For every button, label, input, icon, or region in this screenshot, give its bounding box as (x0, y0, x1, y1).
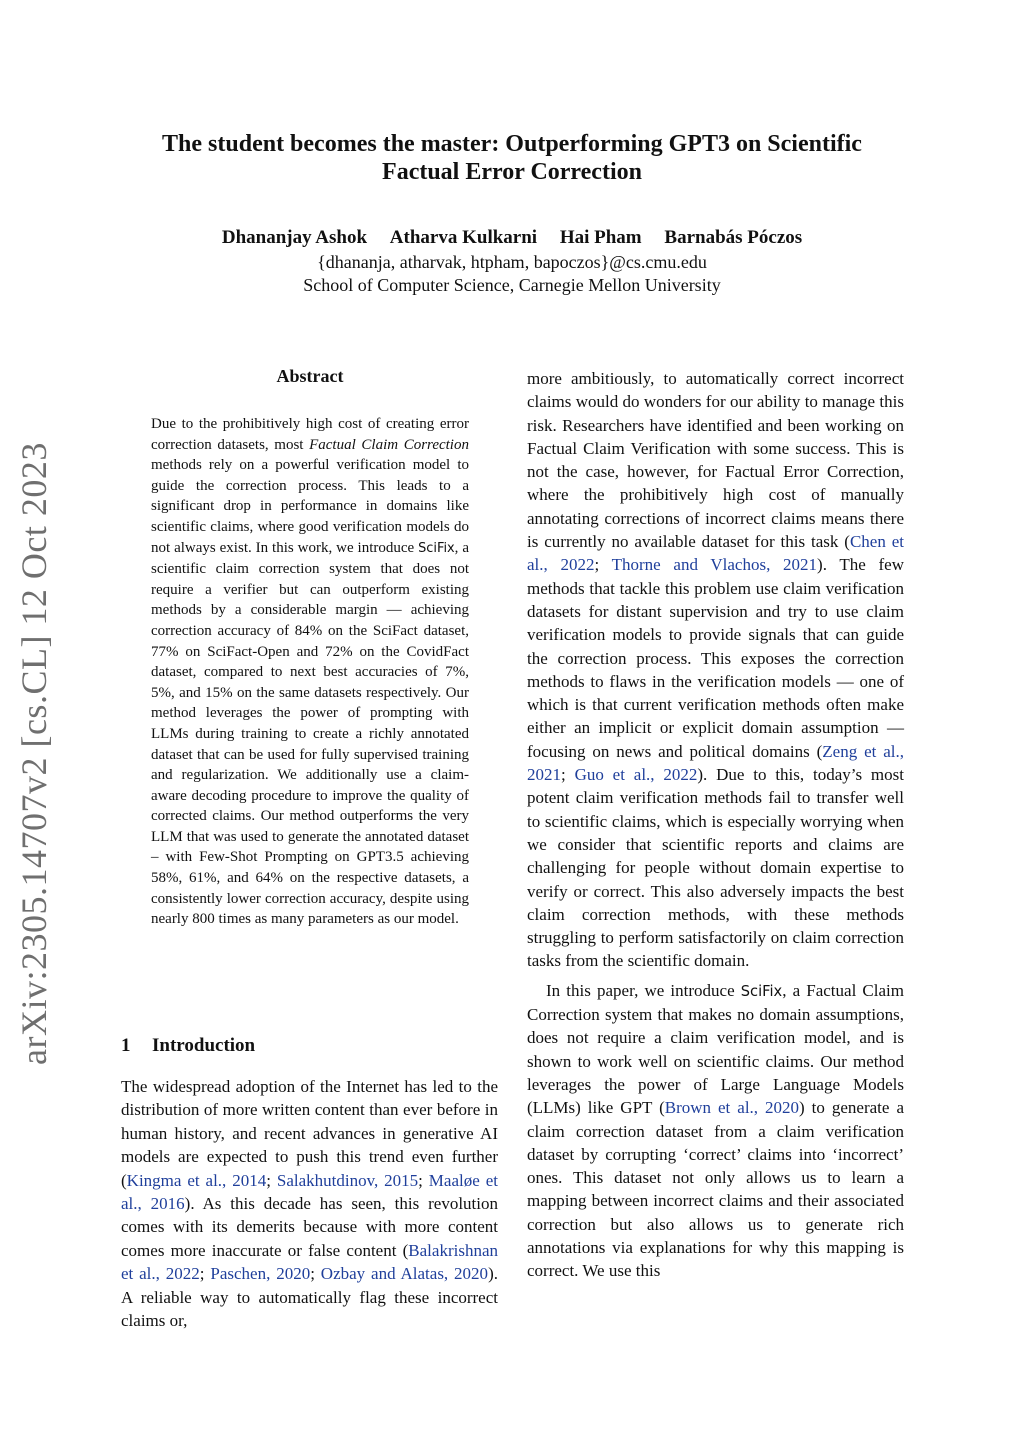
body-text: The widespread adoption of the Internet has led to the distribution of more written content than ever before in human history, and recent advances in generative AI models are expected to push this trend even further ( (121, 1077, 498, 1190)
body-text: In this paper, we introduce (546, 980, 741, 1000)
body-text: ; (418, 1170, 429, 1190)
paper-title (100, 130, 924, 186)
author-list (100, 226, 924, 250)
citation-link[interactable]: Kingma et al., 2014 (126, 1170, 267, 1190)
abstract-heading: Abstract (276, 366, 344, 386)
citation-link[interactable]: Paschen, 2020 (210, 1264, 311, 1284)
section-number: 1 (121, 1035, 131, 1056)
body-text: ; (561, 765, 575, 785)
abstract-text: Due to the prohibitively high cost of creating error correction datasets, most (151, 416, 469, 453)
body-text: ; (594, 555, 612, 575)
body-text: more ambitiously, to automatically correct incorrect claims would do wonders for our ability to manage this risk. Researchers have identified and been working on Factual Claim Verification with some success. This is not the case, however, for Factual Error Correction, where the prohibitively high cost of manually annotating corrections of incorrect claims means there is currently no available dataset for this task ( (527, 369, 904, 552)
citation-link[interactable]: Zeng et al., 2021 (527, 741, 904, 785)
body-text: ). Due to this, today’s most potent claim verification methods fail to transfer well to scientific claims, which is especially worrying when we consider that scientific reports and claims are challenging for people without domain expertise to verify or correct. This also adversely impacts the best claim correction methods, with these methods struggling to perform satisfactorily on claim correction tasks from the scientific domain. (527, 765, 904, 971)
abstract-text: , a scientific claim correction system that does not require a verifier but can outperform existing methods by a considerable margin — achieving correction accuracy of 84% on the SciFact dataset, 77% on SciFact-Open and 72% on the CovidFact dataset, compared to next best accuracies of 7%, 5%, and 15% on the same datasets respectively. Our method leverages the power of prompting with LLMs during training to create a richly annotated dataset that can be used for fully supervised training and regularization. We additionally use a claim-aware decoding procedure to improve the quality of corrected claims. Our method outperforms the very LLM that was used to generate the annotated dataset – with Few-Shot Prompting on GPT3.5 achieving 58%, 61%, and 64% on the respective datasets, a consistently lower correction accuracy, despite using nearly 800 times as many parameters as our model. (151, 539, 469, 928)
affiliation: School of Computer Science, Carnegie Mellon University (303, 275, 721, 295)
citation-link[interactable]: Chen et al., 2022 (527, 532, 904, 575)
body-text: ; (266, 1170, 277, 1190)
body-text: ). The few methods that tackle this problem use claim verification datasets for distant supervision and try to use claim verification models to provide signals that can guide the correction process. This exposes the correction methods to flaws in the verification models — one of which is that current verification methods often make either an implicit or explicit domain assumption — focusing on news and political domains ( (527, 555, 904, 761)
body-text: ; (199, 1264, 211, 1284)
citation-link[interactable]: Guo et al., 2022 (574, 765, 698, 785)
title-line-2: Factual Error Correction (382, 159, 642, 185)
abstract-body (151, 414, 469, 930)
system-name: SciFix (740, 982, 783, 1000)
body-text: ) to generate a claim correction dataset from a claim verification dataset by corrupting ‘correct’ claims into ‘incorrect’ ones. This dataset not only allows us to learn a mapping between incorrect claims and their associated correction but also allows us to generate rich annotations via explanations for why this mapping is correct. We use this (527, 1098, 904, 1281)
body-text: ; (310, 1264, 321, 1284)
introduction-paragraph (527, 979, 904, 1283)
body-text: , a Factual Claim Correction system that makes no domain assumptions, does not require a claim verification model, and is shown to work well on scientific claims. Our method leverages the power of Large Language Models (LLMs) like GPT ( (527, 980, 904, 1118)
right-column (527, 367, 904, 1283)
citation-link[interactable]: Brown et al., 2020 (664, 1098, 800, 1118)
body-text: ). A reliable way to automatically flag these incorrect claims or, (121, 1264, 498, 1331)
author-name: Hai Pham (559, 227, 642, 248)
author-name: Dhananjay Ashok (221, 227, 368, 248)
citation-link[interactable]: Thorne and Vlachos, 2021 (611, 555, 818, 575)
body-text: ). As this decade has seen, this revolution comes with its demerits because with more content comes more inaccurate or false content ( (121, 1194, 498, 1260)
citation-link[interactable]: Ozbay and Alatas, 2020 (320, 1264, 489, 1284)
introduction-paragraph (527, 367, 904, 973)
citation-link[interactable]: Maaløe et al., 2016 (121, 1170, 498, 1214)
section-title: Introduction (152, 1035, 256, 1056)
section-heading-introduction (121, 1035, 255, 1057)
citation-link[interactable]: Salakhutdinov, 2015 (276, 1170, 419, 1190)
arxiv-identifier: arXiv:2305.14707v2 [cs.CL] 12 Oct 2023 (14, 442, 54, 1065)
system-name: SciFix (418, 540, 455, 556)
abstract-italic-term: Factual Claim Correction (309, 436, 469, 453)
author-name: Barnabás Póczos (664, 227, 803, 248)
author-emails: {dhananja, atharvak, htpham, bapoczos}@cs.cmu.edu (317, 252, 707, 272)
abstract-text: methods rely on a powerful verification model to guide the correction process. This leads to a significant drop in performance in domains like scientific claims, where good verification models do not always exist. In this work, we introduce (151, 457, 469, 556)
introduction-paragraph (121, 1075, 498, 1332)
citation-link[interactable]: Balakrishnan et al., 2022 (121, 1240, 498, 1284)
title-line-1: The student becomes the master: Outperforming GPT3 on Scientific (162, 131, 862, 157)
author-name: Atharva Kulkarni (389, 227, 538, 248)
